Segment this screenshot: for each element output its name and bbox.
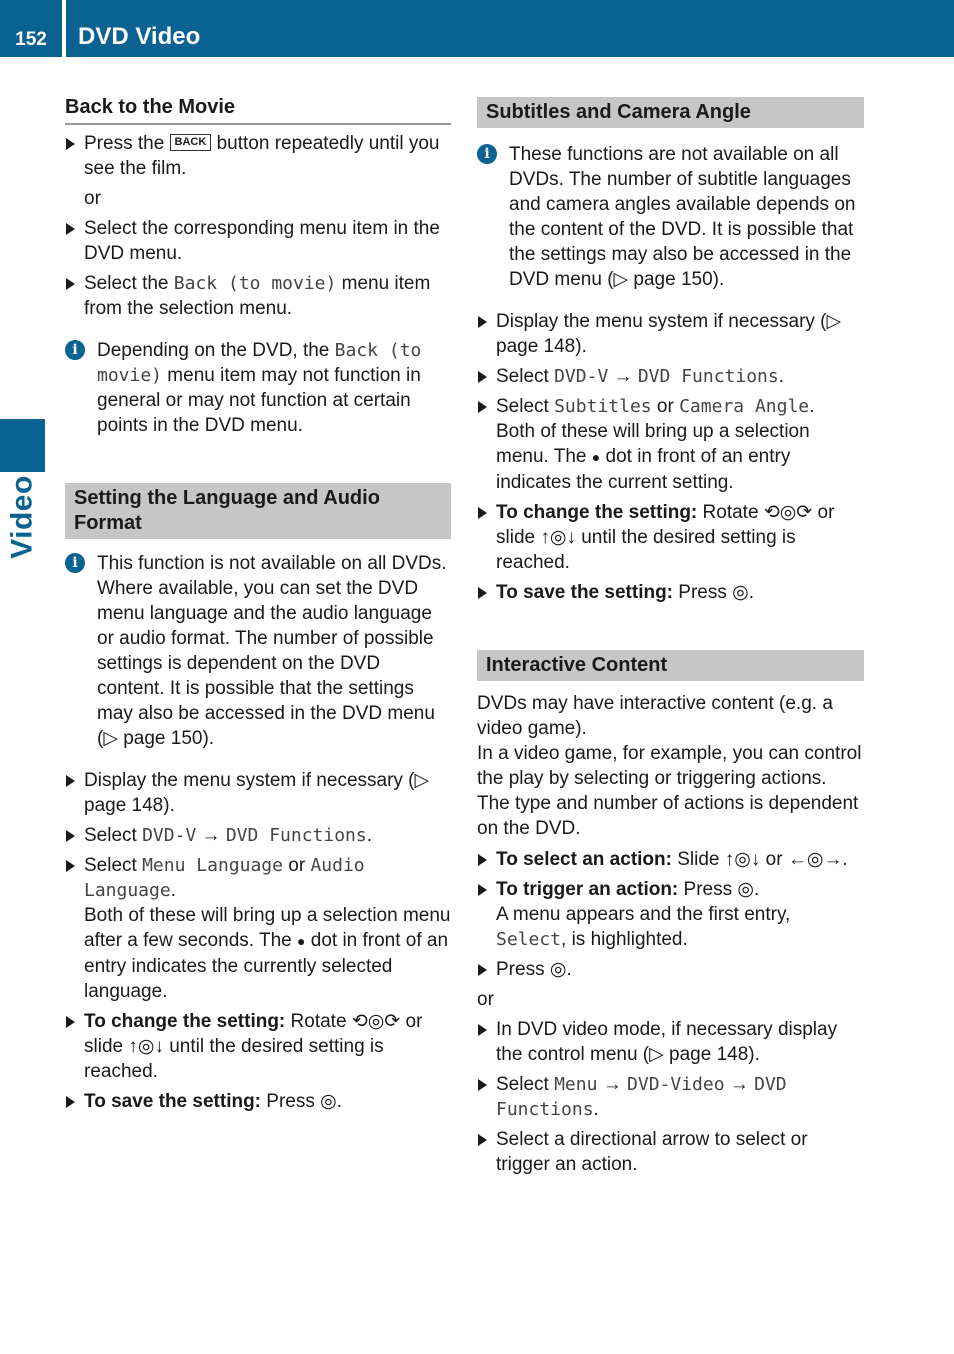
rotate-controller-icon: ⟲◎⟳ <box>351 1011 401 1032</box>
step-select-dvd-functions: Select DVD-V → DVD Functions. <box>65 823 451 848</box>
step-arrow-icon <box>66 860 75 872</box>
slide-controller-icon: ↑◎↓ <box>540 527 576 548</box>
or-text: or <box>84 188 101 209</box>
paragraph: DVDs may have interactive content (e.g. a video game). <box>477 693 833 739</box>
step-arrow-icon <box>478 1024 487 1036</box>
page-title: DVD Video <box>78 23 201 50</box>
step-press: Press ◎. <box>477 957 864 982</box>
rotate-controller-icon: ⟲◎⟳ <box>763 502 813 523</box>
press-controller-icon: ◎ <box>737 879 754 900</box>
press-controller-icon: ◎ <box>549 959 567 980</box>
slide-horizontal-icon: ←◎→ <box>787 849 843 870</box>
step-arrow-icon <box>478 316 487 328</box>
side-tab-label: Video <box>5 475 39 559</box>
info-icon: i <box>477 144 497 164</box>
info-note: i Depending on the DVD, the Back (to movie) menu item may not function in general or may not function at certain points in the DVD menu. <box>65 338 451 438</box>
step-arrow-icon <box>478 371 487 383</box>
or-text: or <box>477 989 494 1010</box>
slide-controller-icon: ↑◎↓ <box>128 1036 164 1057</box>
press-controller-icon: ◎ <box>732 582 749 603</box>
step-arrow-icon <box>478 964 487 976</box>
step-change-setting: To change the setting: Rotate ⟲◎⟳ or slide ↑◎↓ until the desired setting is reached. <box>477 500 864 575</box>
step-select-language: Select Menu Language or Audio Language. Both of these will bring up a selection menu after a few seconds. The ● dot in front of an entry indicates the currently selected language. <box>65 853 451 1004</box>
step-save-setting: To save the setting: Press ◎. <box>477 580 864 605</box>
step-save-setting: To save the setting: Press ◎. <box>65 1089 451 1114</box>
step-arrow-icon <box>478 884 487 896</box>
step-select-menu-item: Select the corresponding menu item in the DVD menu. <box>65 216 451 266</box>
step-trigger-action: To trigger an action: Press ◎. A menu appears and the first entry, Select, is highlighted. <box>477 877 864 952</box>
slide-vertical-icon: ↑◎↓ <box>724 849 761 870</box>
paragraph: In a video game, for example, you can control the play by selecting or triggering actions. The type and number of actions is dependent on the DVD. <box>477 743 862 839</box>
header-divider <box>62 0 66 57</box>
step-arrow-icon <box>478 587 487 599</box>
info-note: i These functions are not available on all DVDs. The number of subtitle languages and camera angles available depends on the content of the DVD. It is possible that the settings may also be accessed in the DVD menu (▷ page 150). <box>477 142 864 292</box>
step-arrow-icon <box>66 138 75 150</box>
page-number: 152 <box>15 29 47 50</box>
step-arrow-icon <box>66 830 75 842</box>
section-heading-interactive: Interactive Content <box>477 650 864 681</box>
side-tab-marker <box>0 419 45 472</box>
step-select-dvd-video-functions: Select Menu → DVD-Video → DVD Functions. <box>477 1072 864 1122</box>
step-display-control-menu: In DVD video mode, if necessary display the control menu (▷ page 148). <box>477 1017 864 1067</box>
step-arrow-icon <box>66 223 75 235</box>
step-arrow-icon <box>478 401 487 413</box>
back-key-icon: BACK <box>170 134 212 151</box>
step-arrow-icon <box>66 278 75 290</box>
step-change-setting: To change the setting: Rotate ⟲◎⟳ or slide ↑◎↓ until the desired setting is reached. <box>65 1009 451 1084</box>
step-arrow-icon <box>478 1134 487 1146</box>
step-arrow-icon <box>66 1096 75 1108</box>
press-controller-icon: ◎ <box>320 1091 337 1112</box>
selection-dot-icon: ● <box>591 449 601 465</box>
info-icon: i <box>65 340 85 360</box>
section-heading-back-to-movie: Back to the Movie <box>65 94 451 125</box>
step-arrow-icon <box>478 507 487 519</box>
selection-dot-icon: ● <box>297 933 306 949</box>
section-heading-language-audio: Setting the Language and Audio Format <box>65 483 451 539</box>
step-select-directional-arrow: Select a directional arrow to select or trigger an action. <box>477 1127 864 1177</box>
step-press-back: Press the BACK button repeatedly until you see the film. <box>65 131 451 181</box>
section-heading-subtitles: Subtitles and Camera Angle <box>477 97 864 128</box>
step-arrow-icon <box>66 1016 75 1028</box>
step-select-subtitles: Select Subtitles or Camera Angle. Both of these will bring up a selection menu. The ● dot in front of an entry indicates the current setting. <box>477 394 864 495</box>
step-display-menu: Display the menu system if necessary (▷ page 148). <box>477 309 864 359</box>
info-note: i This function is not available on all DVDs. Where available, you can set the DVD menu language and the audio language or audio format. The number of possible settings is dependent on the DVD content. It is possible that the settings may also be accessed in the DVD menu (▷ page 150). <box>65 551 451 751</box>
step-display-menu: Display the menu system if necessary (▷ page 148). <box>65 768 451 818</box>
side-tab <box>0 472 45 562</box>
step-arrow-icon <box>478 854 487 866</box>
left-column <box>65 94 451 1119</box>
step-arrow-icon <box>66 775 75 787</box>
step-select-dvd-functions: Select DVD-V → DVD Functions. <box>477 364 864 389</box>
step-select-back-to-movie: Select the Back (to movie) menu item from the selection menu. <box>65 271 451 321</box>
step-select-action: To select an action: Slide ↑◎↓ or ←◎→. <box>477 847 864 872</box>
step-arrow-icon <box>478 1079 487 1091</box>
right-column <box>477 97 864 1182</box>
info-icon: i <box>65 553 85 573</box>
